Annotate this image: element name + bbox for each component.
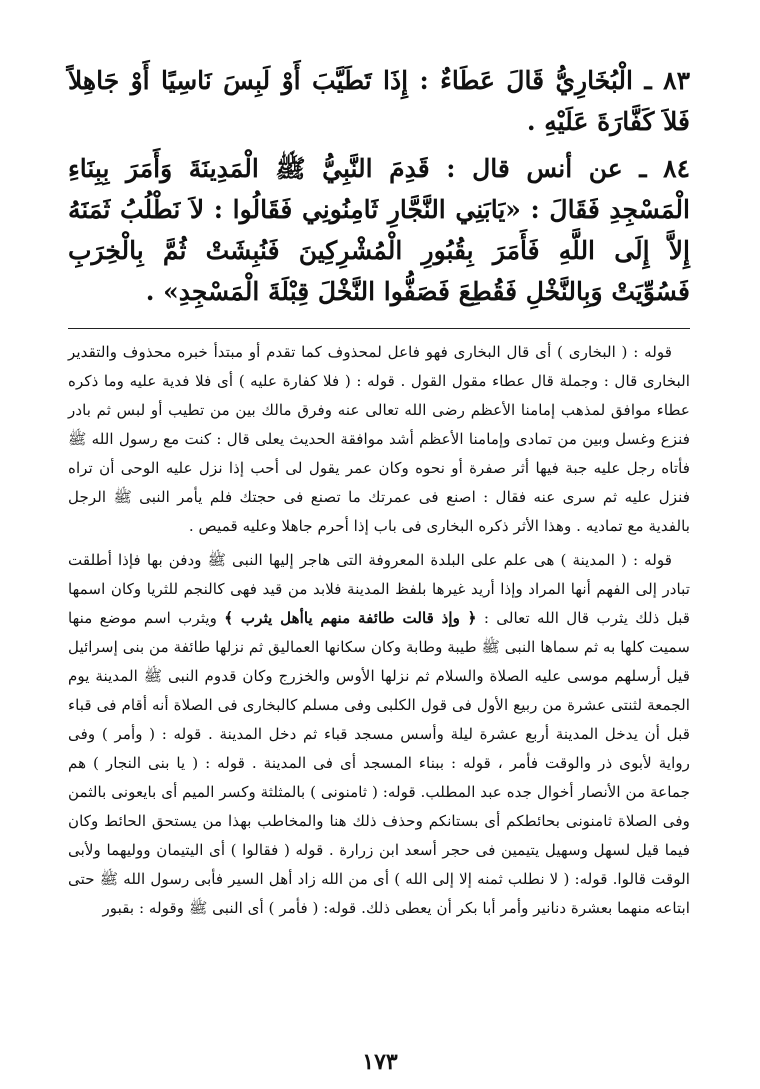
- commentary-paragraph-2: [68, 546, 690, 923]
- commentary-paragraph-2-part-b: ويثرب اسم موضع منها سميت كلها به ثم سماها النبى ﷺ طيبة وطابة وكان سكانها العماليق ثم نزلها طائفة من بنى إسرائيل قيل أرسلهم موسى عليه الصلاة والسلام ثم نزلها الأوس والخزرج وكان قدوم النبى ﷺ المدينة يوم الجمعة لثنتى عشرة من ربيع الأول فى قول الكلبى وفى مسلم كالبخارى فى الصلاة أنه أقام فى قباء قبل أن يدخل المدينة أربع عشرة ليلة وأسس مسجد قباء ثم دخل المدينة . قوله : ( وأمر ) وفى رواية لأبوى ذر والوقت فأمر ، قوله : ببناء المسجد أى فى المدينة . قوله : ( يا بنى النجار ) هم جماعة من الأنصار أخوال جده عبد المطلب. قوله: ( ثامنونى ) بالمثلثة وكسر الميم أى بايعونى بالثمن وفى الصلاة ثامنونى بحائطكم أى بستانكم وحذف ذلك هنا والمخاطب بهذا من يستحق الحائط وكان فيما قيل لسهل وسهيل يتيمين فى حجر أسعد ابن زرارة . قوله ( فقالوا ) أى اليتيمان ووليهما ولأبى الوقت قالوا. قوله: ( لا نطلب ثمنه إلا إلى الله ) أى من الله زاد أهل السير فأبى رسول الله ﷺ حتى ابتاعه منهما بعشرة دنانير وأمر أبا بكر أن يعطى ذلك. قوله: ( فأمر ) أى النبى ﷺ وقوله : بقبور: [68, 609, 690, 917]
- commentary-block: [68, 338, 690, 923]
- hadith-text-block: [68, 60, 690, 312]
- hadith-83: ٨٣ ـ الْبُخَارِيُّ قَالَ عَطَاءٌ : إِذَا تَطَيَّبَ أَوْ لَبِسَ نَاسِيًا أَوْ جَاهِلاً فَلاَ كَفَّارَةَ عَلَيْهِ .: [68, 66, 690, 136]
- separator-line: [68, 328, 690, 329]
- hadith-84: ٨٤ ـ عن أنس قال : قَدِمَ النَّبِيُّ ﷺ الْمَدِينَةَ وَأَمَرَ بِبِنَاءِ الْمَسْجِدِ فَقَالَ : «يَابَنِي النَّجَّارِ ثَامِنُونِي فَقَالُوا : لاَ نَطْلُبُ ثَمَنَهُ إِلاَّ إِلَى اللَّهِ فَأَمَرَ بِقُبُورِ الْمُشْرِكِينَ فَنُبِشَتْ ثُمَّ بِالْخِرَبِ فَسُوِّيَتْ وَبِالنَّخْلِ فَقُطِعَ فَصَفُّوا النَّخْلَ قِبْلَةَ الْمَسْجِدِ» .: [68, 154, 690, 306]
- commentary-paragraph-1: قوله : ( البخارى ) أى قال البخارى فهو فاعل لمحذوف كما تقدم أو مبتدأ خبره محذوف والتقدير البخارى قال : وجملة قال عطاء مقول القول . قوله : ( فلا كفارة عليه ) أى فلا فدية عليه وما ذكره عطاء موافق لمذهب إمامنا الأعظم رضى الله تعالى عنه وفرق مالك بين من تطيب أو لبس ثم بادر فنزع وغسل وبين من تمادى وإمامنا الأعظم أشد موافقة الحديث يعلى قال : كنت مع رسول الله ﷺ فأتاه رجل عليه جبة فيها أثر صفرة أو نحوه وكان عمر يقول لى أحب إذا نزل عليه الوحى أن تراه فنزل عليه ثم سرى عنه فقال : اصنع فى عمرتك ما تصنع فى حجتك فلم يأمر النبى ﷺ الرجل بالفدية مع تماديه . وهذا الأثر ذكره البخارى فى باب إذا أحرم جاهلا وعليه قميص .: [68, 343, 690, 535]
- page-number: ١٧٣: [362, 1049, 398, 1075]
- quran-verse: ﴿ وإذ قالت طائفة منهم ياأهل يثرب ﴾: [224, 609, 477, 627]
- commentary-paragraph-2-part-a: قوله : ( المدينة ) هى علم على البلدة المعروفة التى هاجر إليها النبى ﷺ ودفن بها فإذا أطلقت تبادر إلى الفهم أنها المراد وإذا أريد غيرها بلفظ المدينة فلابد من قيد فهى كالنجم للثريا وكان اسمها قبل ذلك يثرب قال الله تعالى :: [68, 551, 691, 627]
